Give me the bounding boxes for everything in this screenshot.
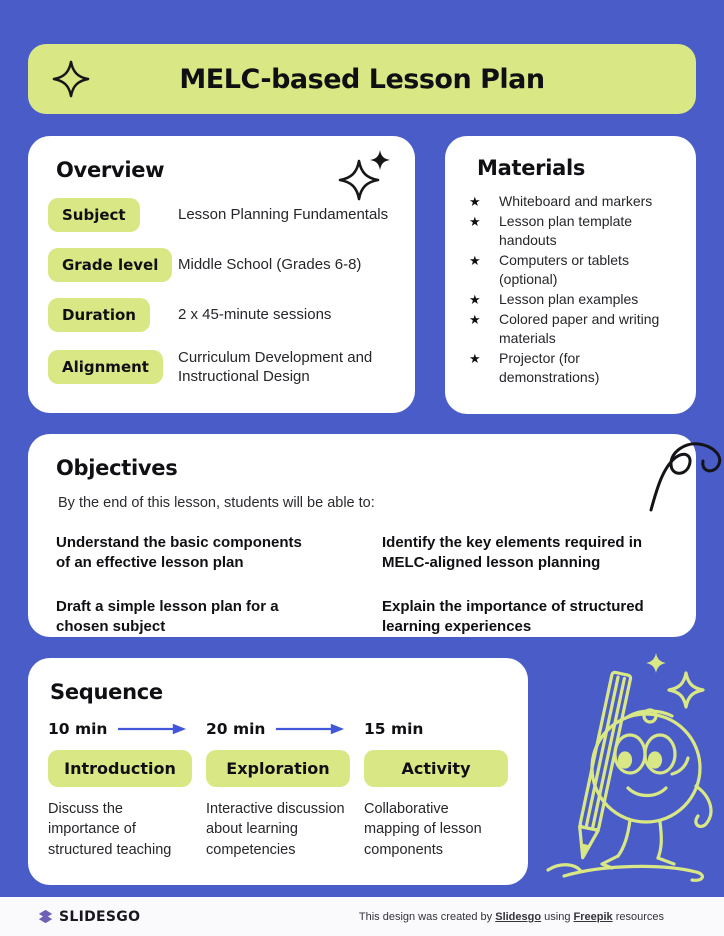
step-time: 15 min [364, 720, 424, 738]
attribution-prefix: This design was created by [358, 910, 496, 923]
arrow-right-icon [275, 723, 345, 735]
objectives-intro: By the end of this lesson, students will be able to: [58, 495, 375, 511]
attribution-suffix: resources [612, 910, 664, 923]
step-description: Interactive discussion about learning competencies [206, 801, 345, 858]
step-description: Discuss the importance of structured teaching [48, 801, 172, 858]
brand-name: SLIDESGO [59, 908, 141, 925]
star-bullet-icon: ★ [469, 252, 481, 268]
overview-label-pill: Subject [48, 198, 140, 232]
materials-heading: Materials [477, 156, 586, 180]
sequence-grid [48, 718, 508, 860]
overview-heading: Overview [56, 158, 165, 182]
step-time: 20 min [206, 720, 266, 738]
freepik-link[interactable]: Freepik [573, 910, 613, 923]
materials-item-text: Projector (for demonstrations) [499, 349, 600, 386]
overview-card [28, 136, 415, 413]
materials-item-text: Computers or tablets (optional) [499, 251, 629, 288]
materials-list [469, 192, 682, 388]
overview-row [48, 348, 397, 386]
star-bullet-icon: ★ [469, 194, 481, 209]
overview-label-pill: Grade level [48, 248, 172, 282]
page-header [28, 44, 696, 114]
objective-item: Understand the basic components of an effective lesson plan [56, 534, 302, 571]
objectives-heading: Objectives [56, 456, 178, 480]
step-label-pill: Activity [364, 750, 508, 787]
slidesgo-logo-icon [38, 908, 53, 925]
step-label-pill: Introduction [48, 750, 192, 787]
list-item [469, 212, 682, 251]
step-time: 10 min [48, 720, 108, 738]
overview-value: Curriculum Development and Instructional Design [178, 349, 373, 386]
list-item [469, 349, 682, 388]
overview-row [48, 198, 397, 232]
sequence-step [364, 718, 508, 860]
sequence-step [206, 718, 350, 860]
overview-row [48, 298, 397, 332]
materials-card [445, 136, 696, 414]
slidesgo-link[interactable]: Slidesgo [495, 910, 542, 923]
page-footer [0, 897, 724, 936]
materials-item-text: Colored paper and writing materials [499, 310, 660, 347]
attribution-text [359, 911, 664, 923]
sequence-card [28, 658, 528, 885]
page-title: MELC-based Lesson Plan [179, 63, 545, 95]
overview-value: Middle School (Grades 6-8) [178, 256, 362, 274]
list-item [469, 251, 682, 290]
materials-item-text: Lesson plan examples [499, 290, 639, 307]
overview-label-pill: Duration [48, 298, 150, 332]
objective-item: Draft a simple lesson plan for a chosen subject [56, 598, 279, 635]
step-description: Collaborative mapping of lesson components [364, 801, 482, 858]
list-item [469, 310, 682, 349]
objective-item: Identify the key elements required in MELC-aligned lesson planning [382, 534, 643, 571]
scribble-doodle-icon [645, 436, 724, 514]
materials-item-text: Whiteboard and markers [499, 193, 653, 209]
step-label-pill: Exploration [206, 750, 350, 787]
overview-value: 2 x 45-minute sessions [178, 306, 332, 324]
overview-row [48, 248, 397, 282]
pencil-mascot-doodle-icon [534, 650, 724, 890]
attribution-middle: using [541, 910, 574, 923]
objectives-card [28, 434, 696, 637]
sparkles-icon [335, 148, 393, 202]
star-bullet-icon: ★ [469, 350, 481, 366]
sequence-step [48, 718, 192, 860]
star-bullet-icon: ★ [469, 213, 481, 229]
objective-item: Explain the importance of structured learning experiences [382, 598, 644, 635]
star-bullet-icon: ★ [469, 291, 481, 307]
objectives-grid [56, 533, 668, 636]
list-item [469, 290, 682, 310]
arrow-right-icon [117, 723, 187, 735]
sequence-heading: Sequence [50, 680, 163, 704]
overview-value: Lesson Planning Fundamentals [178, 206, 389, 224]
slidesgo-logo [38, 908, 140, 925]
star-bullet-icon: ★ [469, 311, 481, 327]
overview-label-pill: Alignment [48, 350, 163, 384]
list-item [469, 192, 682, 212]
materials-item-text: Lesson plan template handouts [499, 212, 633, 249]
